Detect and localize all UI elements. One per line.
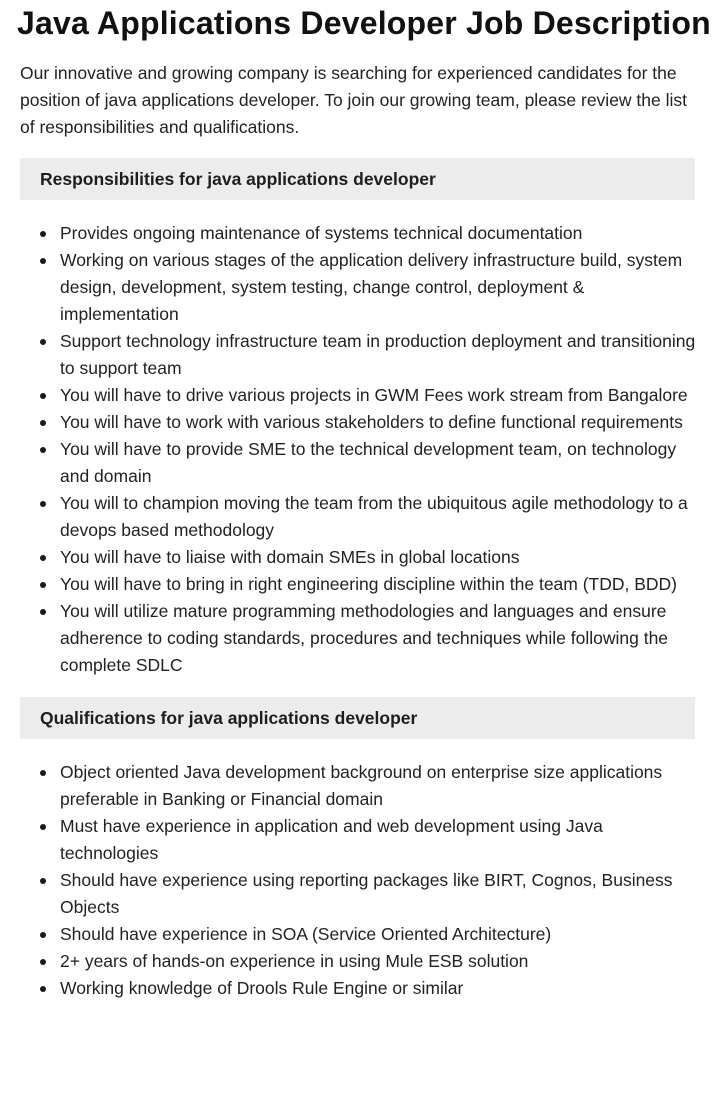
- list-item-text: Working on various stages of the application delivery infrastructure build, system design, development, system testing, change control, deployment & implementation: [60, 250, 683, 324]
- responsibilities-list: [0, 220, 720, 679]
- qualifications-section: [0, 697, 720, 1002]
- list-item: [0, 948, 720, 975]
- list-item-text: You will utilize mature programming methodologies and languages and ensure adherence to coding standards, procedures and techniques while following the complete SDLC: [60, 601, 669, 675]
- list-item: [0, 975, 720, 1002]
- list-item-text: You will have to provide SME to the technical development team, on technology and domain: [60, 439, 677, 486]
- bullet-icon: [40, 231, 46, 237]
- bullet-icon: [40, 932, 46, 938]
- list-item-text: 2+ years of hands-on experience in using Mule ESB solution: [60, 951, 529, 971]
- list-item-text: Must have experience in application and web development using Java technologies: [60, 816, 603, 863]
- bullet-icon: [40, 420, 46, 426]
- list-item-text: Working knowledge of Drools Rule Engine or similar: [60, 978, 464, 998]
- bullet-icon: [40, 609, 46, 615]
- list-item-text: Should have experience in SOA (Service Oriented Architecture): [60, 924, 552, 944]
- bullet-icon: [40, 501, 46, 507]
- list-item: [0, 867, 720, 921]
- list-item: [0, 544, 720, 571]
- bullet-icon: [40, 258, 46, 264]
- list-item-text: You will have to liaise with domain SMEs in global locations: [60, 547, 520, 567]
- list-item: [0, 328, 720, 382]
- list-item-text: You will have to drive various projects in GWM Fees work stream from Bangalore: [60, 385, 688, 405]
- list-item-text: You will have to work with various stakeholders to define functional requirements: [60, 412, 683, 432]
- bullet-icon: [40, 393, 46, 399]
- qualifications-heading: Qualifications for java applications developer: [40, 707, 418, 728]
- list-item: [0, 436, 720, 490]
- list-item: [0, 247, 720, 328]
- responsibilities-header: [20, 158, 695, 200]
- list-item: [0, 409, 720, 436]
- list-item: [0, 571, 720, 598]
- list-item-text: Support technology infrastructure team in production deployment and transitioning to support team: [60, 331, 696, 378]
- bullet-icon: [40, 986, 46, 992]
- bullet-icon: [40, 770, 46, 776]
- bullet-icon: [40, 447, 46, 453]
- bullet-icon: [40, 582, 46, 588]
- list-item: [0, 382, 720, 409]
- bullet-icon: [40, 339, 46, 345]
- list-item-text: You will to champion moving the team from the ubiquitous agile methodology to a devops based methodology: [60, 493, 688, 540]
- list-item: [0, 921, 720, 948]
- list-item: [0, 759, 720, 813]
- list-item: [0, 490, 720, 544]
- responsibilities-heading: Responsibilities for java applications developer: [40, 168, 436, 189]
- intro-paragraph: Our innovative and growing company is searching for experienced candidates for the position of java applications developer. To join our growing team, please review the list of responsibilities and qualifications.: [20, 63, 688, 137]
- bullet-icon: [40, 824, 46, 830]
- responsibilities-section: [0, 158, 720, 679]
- bullet-icon: [40, 959, 46, 965]
- list-item: [0, 813, 720, 867]
- bullet-icon: [40, 878, 46, 884]
- list-item-text: You will have to bring in right engineering discipline within the team (TDD, BDD): [60, 574, 678, 594]
- list-item: [0, 598, 720, 679]
- bullet-icon: [40, 555, 46, 561]
- list-item-text: Should have experience using reporting packages like BIRT, Cognos, Business Objects: [60, 870, 673, 917]
- qualifications-header: [20, 697, 695, 739]
- list-item-text: Object oriented Java development background on enterprise size applications preferable in Banking or Financial domain: [60, 762, 663, 809]
- list-item: [0, 220, 720, 247]
- page-title: Java Applications Developer Job Description: [17, 5, 711, 41]
- qualifications-list: [0, 759, 720, 1002]
- list-item-text: Provides ongoing maintenance of systems technical documentation: [60, 223, 583, 243]
